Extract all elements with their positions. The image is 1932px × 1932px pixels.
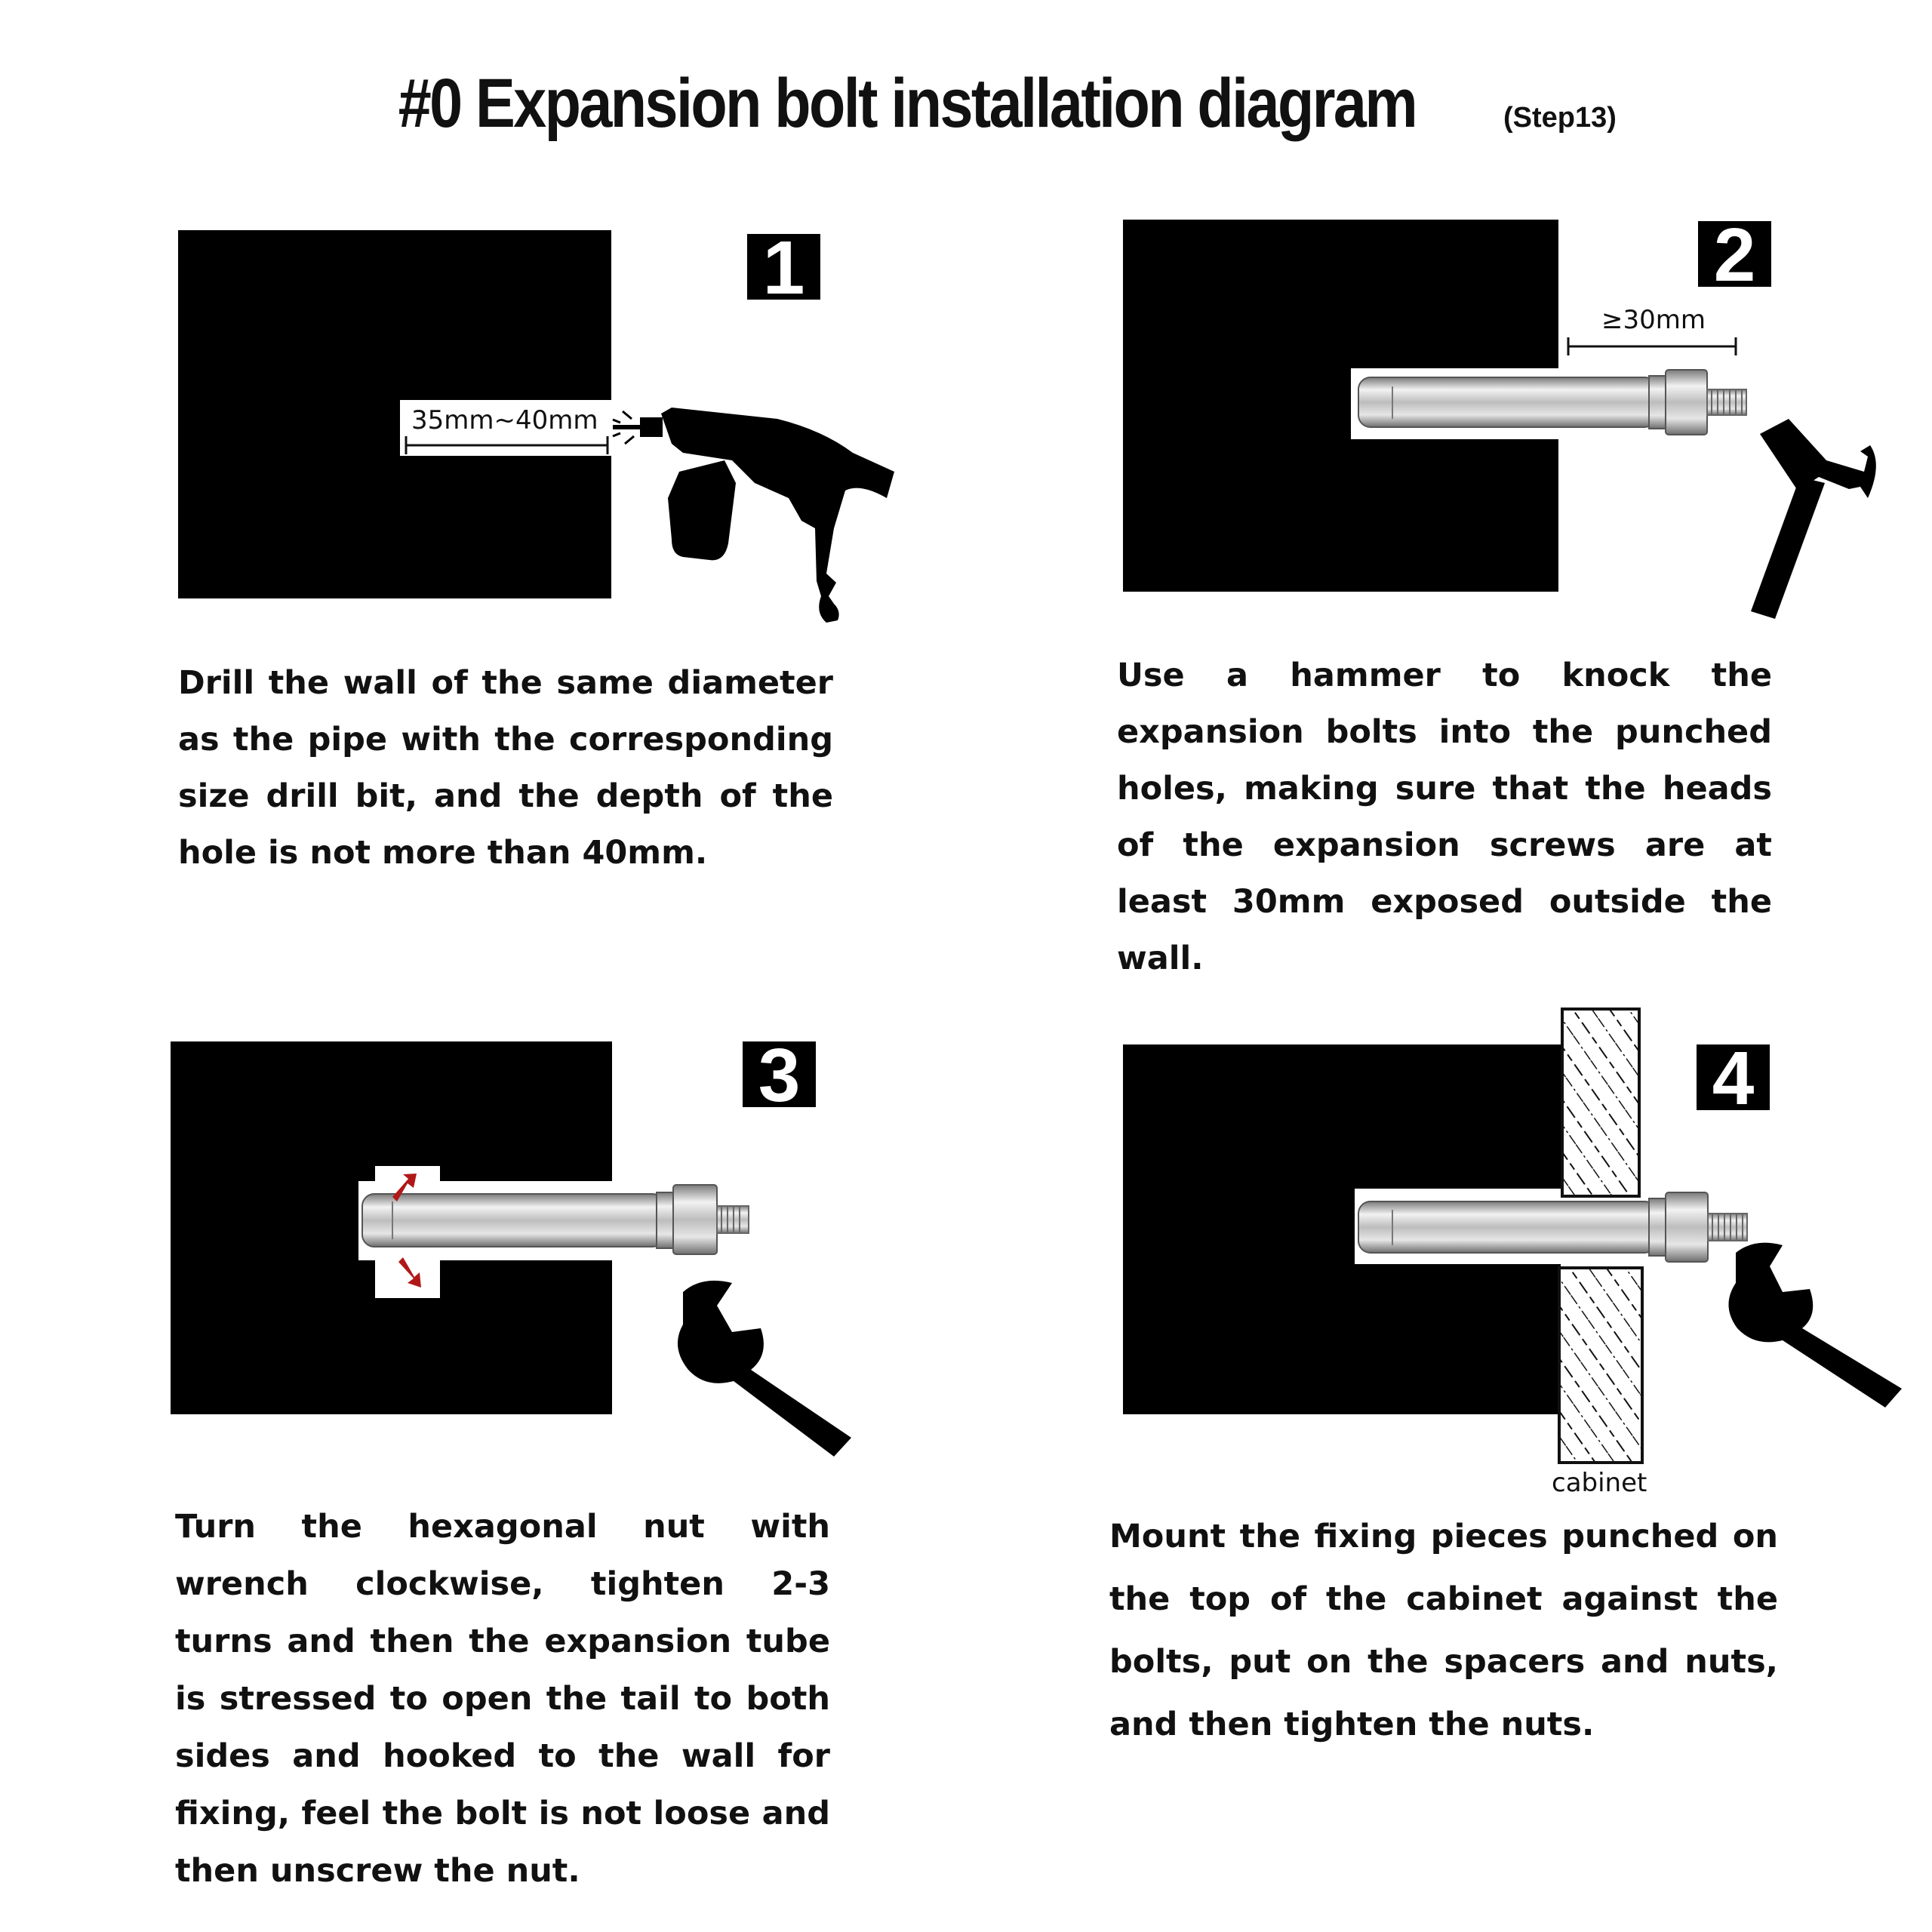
step-number-badge: 4: [1697, 1044, 1770, 1110]
measure-label: ≥30mm: [1601, 305, 1706, 335]
cabinet-label: cabinet: [1552, 1468, 1647, 1498]
page-title: #0 Expansion bolt installation diagram: [398, 65, 1417, 142]
step-tag: (Step13): [1503, 102, 1617, 134]
step-number-badge: 1: [747, 234, 820, 300]
step-description: Mount the fixing pieces punched on the top of the cabinet against the bolts, put on the spacers and nuts, and then tighten the nuts.: [1109, 1518, 1778, 1743]
step-description: Drill the wall of the same diameter as the pipe with the corresponding size drill bit, and the depth of the hole is not more than 40mm.: [178, 664, 833, 872]
step-description: Turn the hexagonal nut with wrench clockwise, tighten 2-3 turns and then the expansion tube is stressed to open the tail to both sides and hooked to the wall for fixing, feel the bolt is not loose and then unscrew the nut.: [175, 1508, 830, 1890]
step-number-badge: 2: [1698, 221, 1771, 287]
step-description: Use a hammer to knock the expansion bolts into the punched holes, making sure that the heads of the expansion screws are at least 30mm exposed outside the wall.: [1117, 657, 1772, 977]
measure-label: 35mm~40mm: [411, 405, 598, 435]
step-number-badge: 3: [743, 1041, 816, 1107]
